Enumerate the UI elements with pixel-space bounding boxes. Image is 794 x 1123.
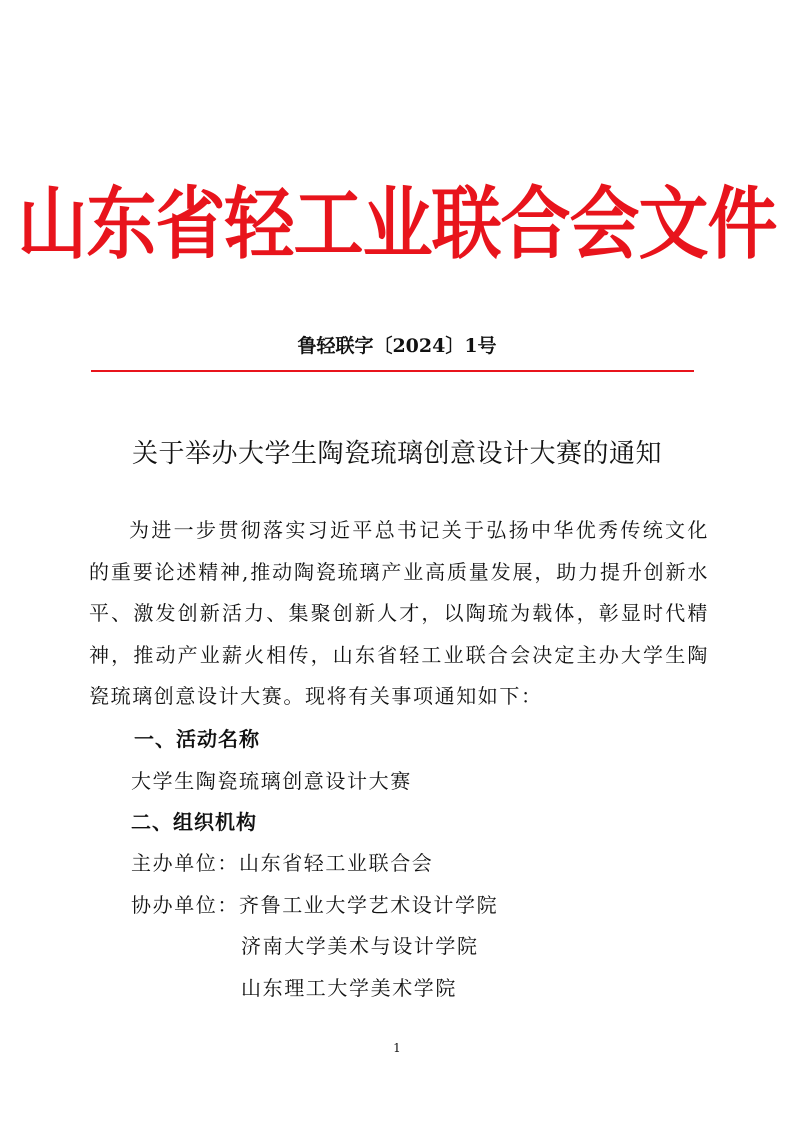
- co-organizer-row: [131, 890, 498, 920]
- intro-paragraph: 为进一步贯彻落实习近平总书记关于弘扬中华优秀传统文化的重要论述精神,推动陶瓷琉璃产业高质量发展，助力提升创新水平、激发创新活力、集聚创新人才，以陶琉为载体，彰显时代精神，推动产业薪火相传，山东省轻工业联合会决定主办大学生陶瓷琉璃创意设计大赛。现将有关事项通知如下：: [89, 518, 709, 708]
- document-number: 鲁轻联字〔2024〕1号: [297, 335, 497, 357]
- page-number: 1: [393, 1041, 401, 1055]
- co-organizer-item: 齐鲁工业大学艺术设计学院: [239, 893, 499, 917]
- host-unit-row: [131, 848, 433, 878]
- activity-name-text: 大学生陶瓷琉璃创意设计大赛: [131, 769, 412, 793]
- host-unit-value: 山东省轻工业联合会: [239, 851, 434, 875]
- masthead-title: 山东省轻工业联合会文件: [17, 178, 777, 270]
- red-divider: [91, 370, 694, 372]
- co-organizer-item: 济南大学美术与设计学院: [241, 934, 479, 958]
- notice-title: 关于举办大学生陶瓷琉璃创意设计大赛的通知: [131, 439, 662, 469]
- co-organizer-label: 协办单位：: [131, 893, 239, 917]
- co-organizer-item: 山东理工大学美术学院: [241, 976, 457, 1000]
- section-heading-activity-name: 一、活动名称: [134, 727, 260, 751]
- host-unit-label: 主办单位：: [131, 851, 239, 875]
- section-heading-organization: 二、组织机构: [131, 810, 257, 834]
